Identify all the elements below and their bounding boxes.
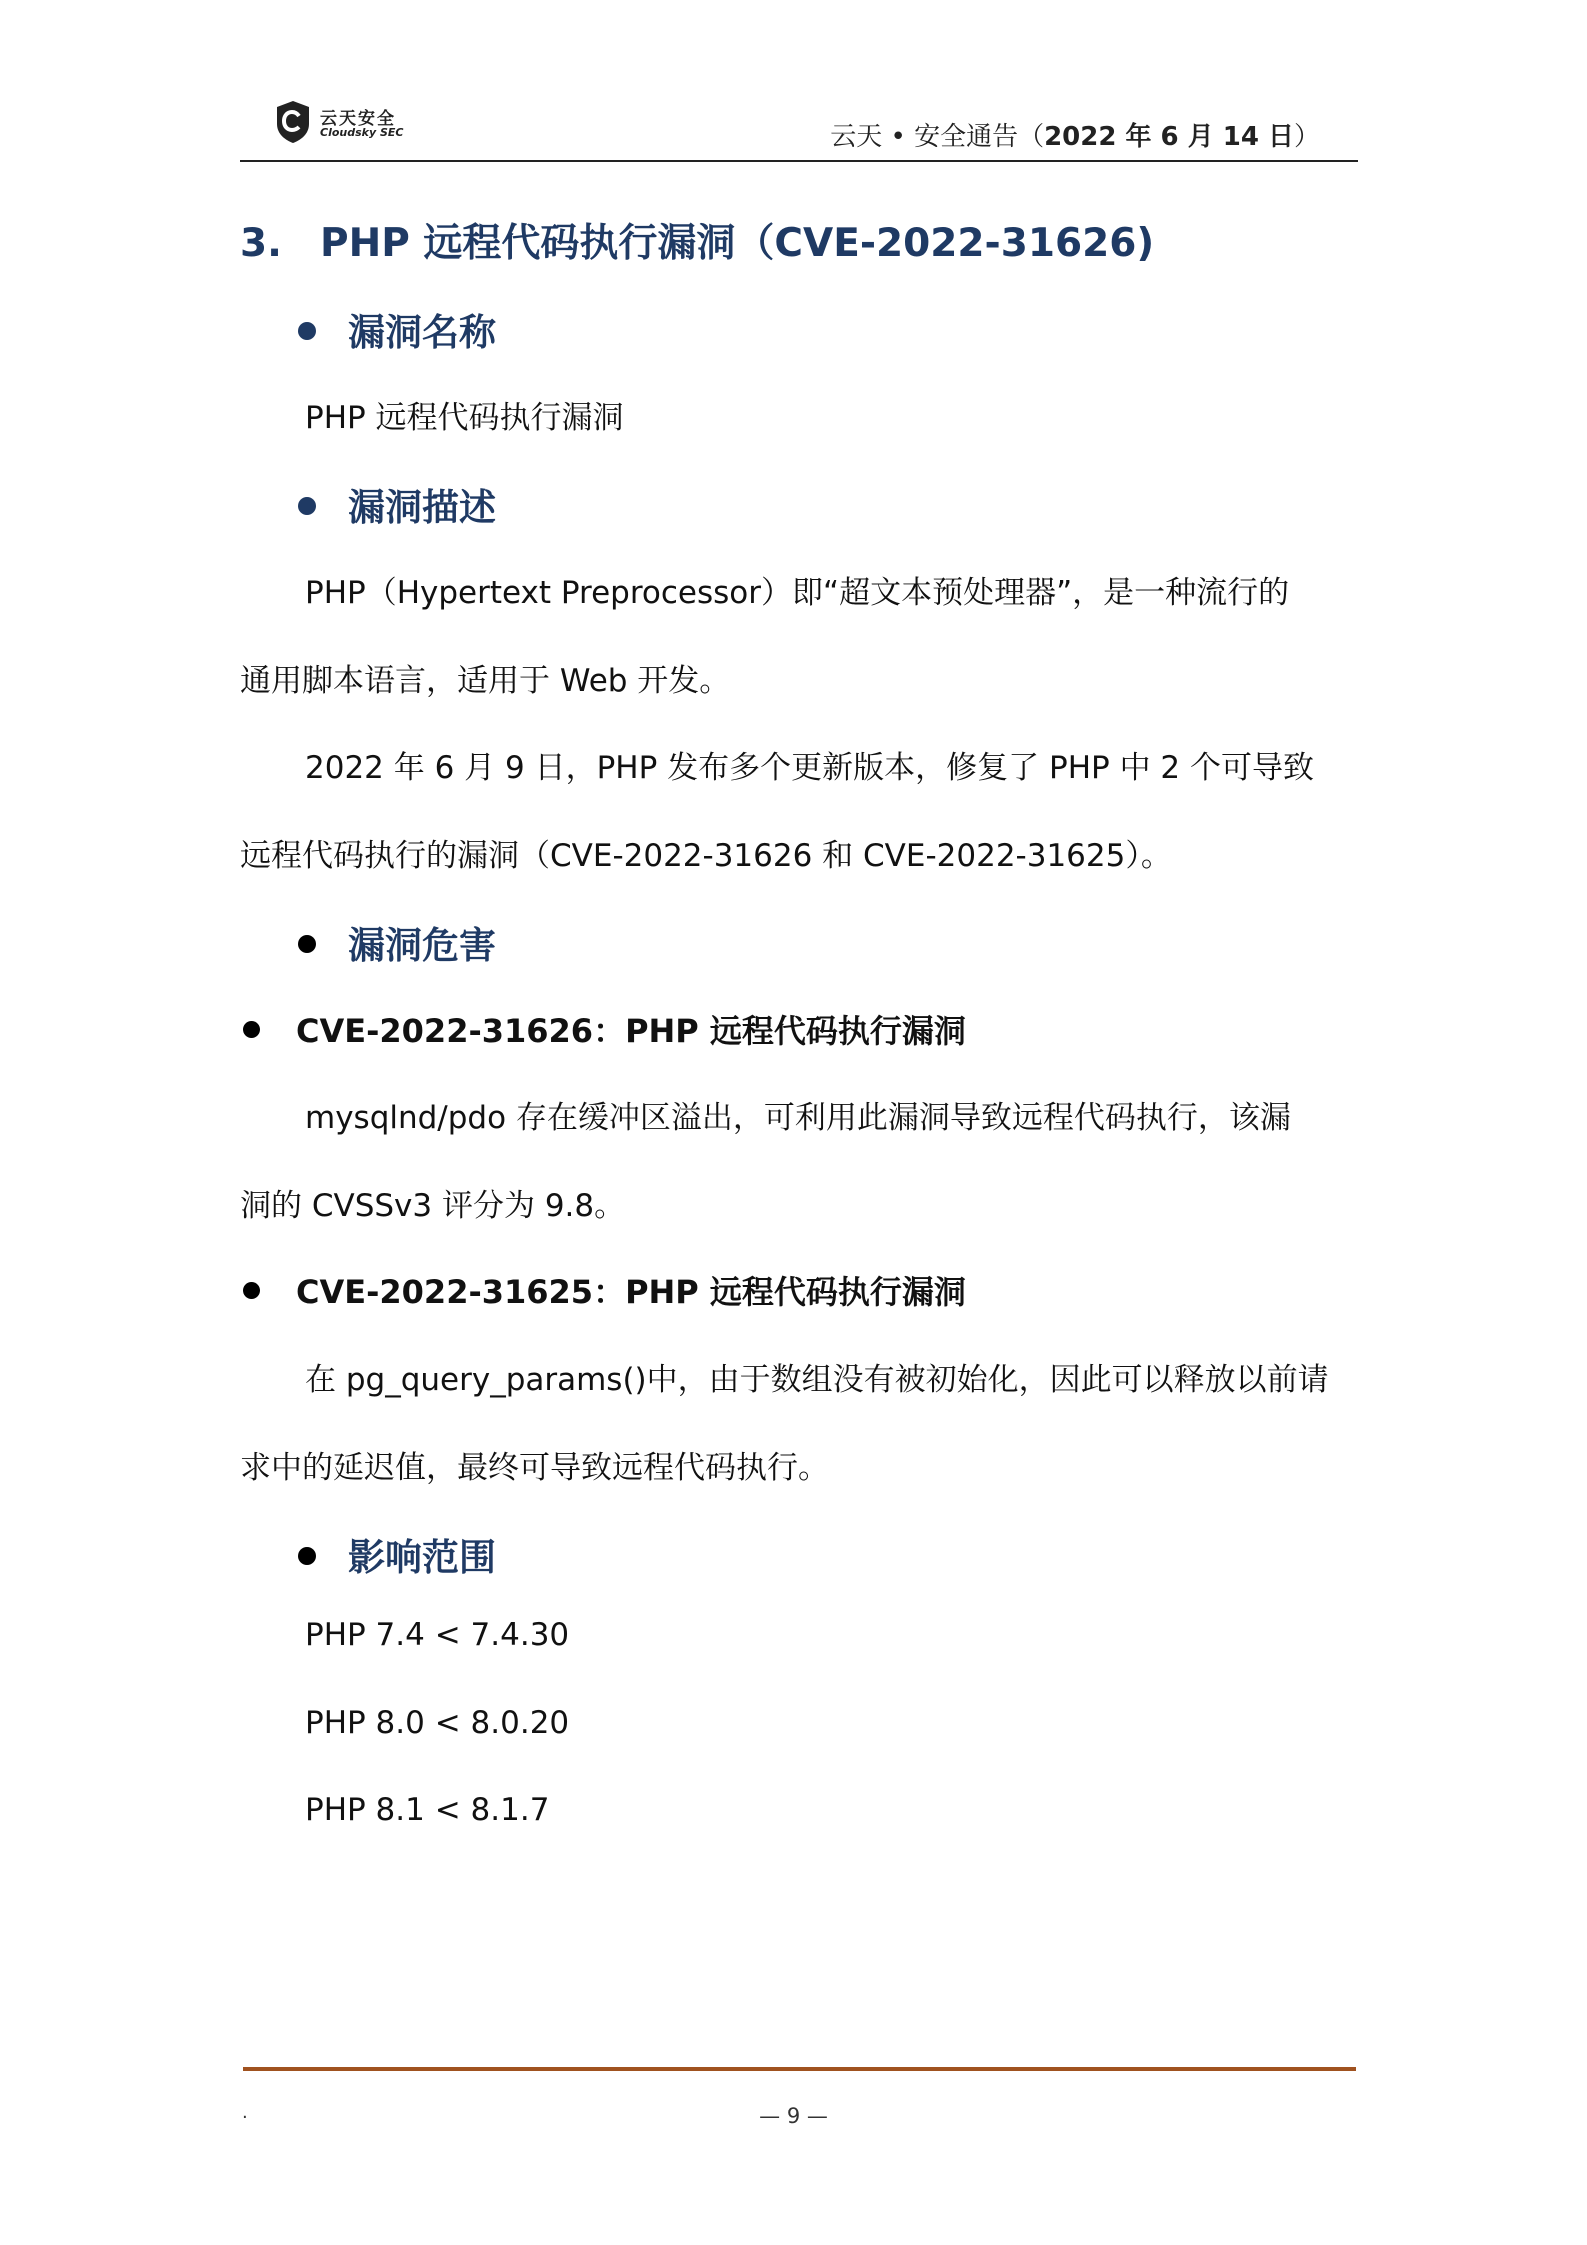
shield-logo-icon (275, 100, 311, 144)
section-number: 3. (240, 221, 282, 266)
header-title-prefix: 云天 • 安全通告（ (830, 122, 1045, 152)
header-title-suffix: ） (1293, 122, 1320, 152)
bullet-icon (243, 1282, 260, 1299)
subheading-text: 漏洞描述 (348, 486, 496, 529)
section-title (240, 212, 1154, 268)
harm-item-1-title (243, 1006, 966, 1052)
harm-item-1-line-2: 洞的 CVSSv3 评分为 9.8。 (240, 1188, 626, 1224)
subheading-vuln-name (298, 302, 496, 356)
logo-text-cn: 云天安全 (320, 109, 396, 129)
subheading-vuln-desc (298, 477, 496, 531)
subheading-scope (298, 1527, 496, 1581)
footer-dot: . (242, 2102, 248, 2123)
subheading-text: 漏洞名称 (348, 311, 496, 354)
harm-item-title-text: CVE-2022-31626：PHP 远程代码执行漏洞 (296, 1012, 966, 1050)
desc-paragraph-2-line-2: 远程代码执行的漏洞（CVE-2022-31626 和 CVE-2022-31625）。 (240, 838, 1172, 874)
scope-item: PHP 8.0 < 8.0.20 (305, 1705, 570, 1741)
harm-item-2-line-2: 求中的延迟值，最终可导致远程代码执行。 (240, 1450, 829, 1486)
section-title-text: PHP 远程代码执行漏洞（CVE-2022-31626) (320, 221, 1155, 266)
vuln-name-text: PHP 远程代码执行漏洞 (305, 400, 624, 436)
bullet-icon (298, 322, 316, 340)
logo (275, 100, 455, 148)
subheading-text: 影响范围 (348, 1536, 496, 1579)
page-header (240, 92, 1358, 162)
desc-paragraph-2-line-1: 2022 年 6 月 9 日，PHP 发布多个更新版本，修复了 PHP 中 2 个可导致 (305, 750, 1314, 786)
bullet-icon (243, 1021, 260, 1038)
subheading-vuln-harm (298, 915, 496, 969)
page-number: — 9 — (759, 2104, 828, 2128)
desc-paragraph-1-line-2: 通用脚本语言，适用于 Web 开发。 (240, 663, 731, 699)
bullet-icon (298, 1547, 316, 1565)
bullet-icon (298, 497, 316, 515)
desc-paragraph-1-line-1: PHP（Hypertext Preprocessor）即“超文本预处理器”，是一种流行的 (305, 575, 1290, 611)
harm-item-2-title (243, 1267, 966, 1313)
harm-item-2-line-1: 在 pg_query_params()中，由于数组没有被初始化，因此可以释放以前请 (305, 1362, 1329, 1398)
scope-item: PHP 7.4 < 7.4.30 (305, 1617, 570, 1653)
scope-item: PHP 8.1 < 8.1.7 (305, 1792, 550, 1828)
header-title (830, 116, 1320, 153)
harm-item-title-text: CVE-2022-31625：PHP 远程代码执行漏洞 (296, 1273, 966, 1311)
header-title-date: 2022 年 6 月 14 日 (1044, 122, 1294, 152)
logo-text-en: Cloudsky SEC (320, 126, 404, 139)
bullet-icon (298, 935, 316, 953)
footer-rule (243, 2067, 1356, 2071)
harm-item-1-line-1: mysqlnd/pdo 存在缓冲区溢出，可利用此漏洞导致远程代码执行，该漏 (305, 1100, 1291, 1136)
subheading-text: 漏洞危害 (348, 924, 496, 967)
